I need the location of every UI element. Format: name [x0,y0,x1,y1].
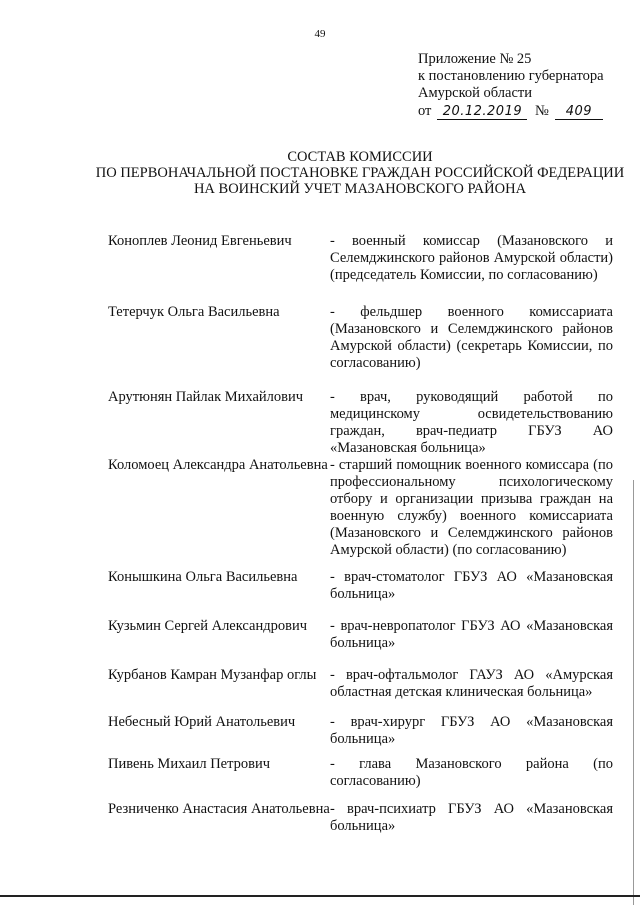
member-name: Конышкина Ольга Васильевна [108,569,298,585]
member-name: Тетерчук Ольга Васильевна [108,304,280,320]
handwritten-number: 409 [555,105,603,120]
member-role: - врач-офтальмолог ГАУЗ АО «Амурская областная детская клиническая больница» [330,667,613,700]
appendix-date-row [418,103,633,120]
scan-edge-line [633,480,634,905]
member-role: - старший помощник военного комиссара (по профессиональному психологическому отбору и организации призыва граждан на военную службу) военного комиссариата (Мазановского и Селемджинского районов Амурской области) (по согласованию) [330,457,613,558]
appendix-title: Приложение № 25 [418,51,532,67]
number-sign: № [535,103,549,119]
member-role: - врач-стоматолог ГБУЗ АО «Мазановская больница» [330,569,613,602]
title-line-2: ПО ПЕРВОНАЧАЛЬНОЙ ПОСТАНОВКЕ ГРАЖДАН РОССИЙСКОЙ ФЕДЕРАЦИИ [95,165,625,181]
member-role: - глава Мазановского района (по согласованию) [330,756,613,789]
appendix-region: Амурской области [418,85,532,101]
appendix-reference: к постановлению губернатора [418,68,604,84]
member-role: - военный комиссар (Мазановского и Селемджинского районов Амурской области) (председатель Комиссии, по согласованию) [330,233,613,283]
member-role: - врач, руководящий работой по медицинскому освидетельствованию граждан, врач-педиатр ГБУЗ АО «Мазановская больница» [330,389,613,456]
member-name: Резниченко Анастасия Анатольевна [108,801,330,817]
appendix-block [418,51,633,120]
member-role: - фельдшер военного комиссариата (Мазановского и Селемджинского районов Амурской области) (секретарь Комиссии, по согласованию) [330,304,613,371]
document-title [60,149,640,197]
title-line-3: НА ВОИНСКИЙ УЧЕТ МАЗАНОВСКОГО РАЙОНА [193,181,527,197]
scan-bottom-edge [0,895,640,897]
page-number: 49 [314,28,326,40]
member-role: - врач-хирург ГБУЗ АО «Мазановская больница» [330,714,613,747]
member-name: Курбанов Камран Музанфар оглы [108,667,317,683]
member-name: Пивень Михаил Петрович [108,756,271,772]
title-line-1: СОСТАВ КОМИССИИ [287,149,433,165]
member-name: Коноплев Леонид Евгеньевич [108,233,292,249]
date-prefix: от [418,103,432,119]
member-role: - врач-психиатр ГБУЗ АО «Мазановская больница» [330,801,613,834]
member-name: Небесный Юрий Анатольевич [108,714,296,730]
member-name: Кузьмин Сергей Александрович [108,618,308,634]
handwritten-date: 20.12.2019 [437,105,527,120]
member-name: Арутюнян Пайлак Михайлович [108,389,304,405]
member-role: - врач-невропатолог ГБУЗ АО «Мазановская больница» [330,618,613,651]
member-name: Коломоец Александра Анатольевна [108,457,328,473]
